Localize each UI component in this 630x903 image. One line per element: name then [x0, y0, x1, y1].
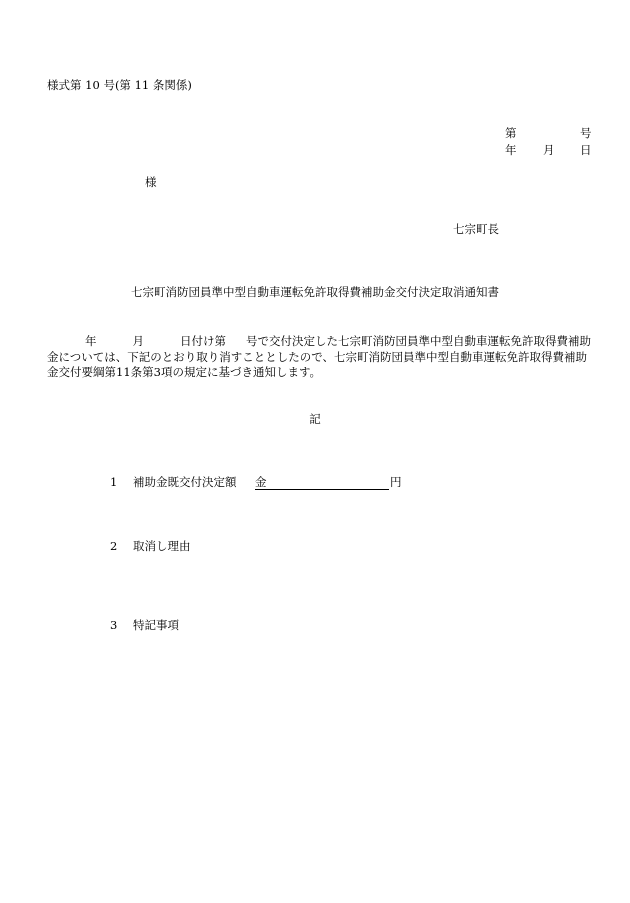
body-paragraph [47, 334, 592, 381]
body-date-part: 日付け第 [180, 334, 226, 348]
body-year-label: 年 [85, 334, 97, 348]
date-month-label: 月 [543, 143, 555, 157]
document-number-prefix: 第 [505, 126, 517, 140]
date-year-label: 年 [505, 143, 517, 157]
document-title: 七宗町消防団員準中型自動車運転免許取得費補助金交付決定取消通知書 [131, 285, 499, 299]
amount-prefix: 金 [255, 475, 267, 489]
issuer-name: 七宗町長 [453, 222, 499, 236]
item-title-special-notes: 特記事項 [133, 618, 179, 632]
ki-heading: 記 [309, 412, 321, 426]
body-text: 号で交付決定した七宗町消防団員準中型自動車運転免許取得費補助金については、下記のとおり取り消すこととしたので、七宗町消防団員準中型自動車運転免許取得費補助金交付要綱第11条第3項の規定に基づき通知します。 [47, 334, 591, 379]
body-month-label: 月 [132, 334, 144, 348]
item-title-cancellation-reason: 取消し理由 [133, 539, 191, 553]
form-number: 様式第 10 号(第 11 条関係) [47, 78, 192, 92]
item-number: 1 [110, 475, 118, 489]
date-day-label: 日 [580, 143, 592, 157]
item-number: 2 [110, 539, 118, 553]
amount-suffix: 円 [390, 475, 402, 489]
item-title-granted-amount: 補助金既交付決定額 [133, 475, 237, 489]
item-number: 3 [110, 618, 118, 632]
recipient-honorific: 様 [145, 175, 157, 189]
amount-underline [255, 489, 389, 490]
document-number-suffix: 号 [580, 126, 592, 140]
